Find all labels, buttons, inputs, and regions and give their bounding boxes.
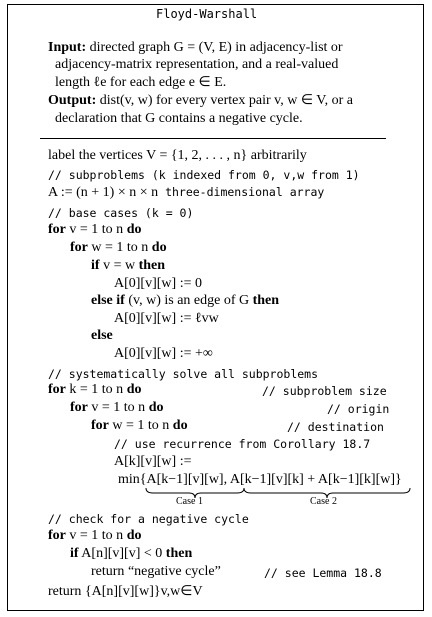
comment-subproblem-size: // subproblem size: [262, 384, 387, 398]
loop-range: w = 1 to n: [87, 240, 152, 255]
code-line-for-v-check: [48, 528, 141, 544]
case-1-label: Case 1: [176, 496, 203, 507]
kw-do: do: [172, 418, 188, 433]
code-line-recurrence-min: [118, 472, 402, 488]
kw-if: if: [70, 546, 79, 561]
min-close: }: [395, 472, 402, 487]
kw-for: for: [48, 382, 66, 397]
output-line-1: [48, 93, 353, 109]
kw-then: then: [165, 546, 193, 561]
code-line-label-vertices: label the vertices V = {1, 2, . . . , n} arbitrarily: [48, 148, 307, 163]
return-value: {A[n][v][w]}v,w∈V: [81, 584, 203, 599]
separator-rule: [40, 138, 386, 139]
comment-systematically: // systematically solve all subproblems: [48, 367, 319, 381]
code-line-recurrence-lhs: A[k][v][w] :=: [114, 454, 192, 469]
comment-origin: // origin: [327, 402, 390, 416]
code-line-assign-length: A[0][v][w] := ℓvw: [114, 311, 219, 326]
kw-then: then: [138, 258, 166, 273]
loop-range: v = 1 to n: [65, 222, 127, 237]
kw-if: if: [91, 258, 100, 273]
code-line-assign-zero: A[0][v][w] := 0: [114, 276, 202, 291]
comment-negative-cycle: // check for a negative cycle: [48, 512, 249, 526]
kw-do: do: [126, 222, 142, 237]
kw-for: for: [91, 418, 109, 433]
case-2-label: Case 2: [310, 496, 337, 507]
kw-do: do: [151, 240, 167, 255]
input-text-1: directed graph G = (V, E) in adjacency-list or: [89, 40, 343, 55]
min-open: min{: [118, 472, 147, 487]
array-def: A := (n + 1) × n × n: [48, 185, 159, 200]
loop-range: v = 1 to n: [87, 400, 149, 415]
code-line-else: else: [91, 328, 113, 343]
output-line-2: declaration that G contains a negative cycle.: [55, 111, 303, 126]
comment-destination: // destination: [287, 420, 384, 434]
code-line-for-v: [48, 222, 141, 238]
array-desc: three-dimensional array: [158, 185, 325, 199]
kw-return: return: [91, 564, 125, 579]
output-label: Output:: [48, 93, 97, 108]
code-line-return-negative: [91, 564, 221, 580]
code-line-for-v-inner: [70, 400, 163, 416]
kw-for: for: [70, 400, 88, 415]
comment-see-lemma: // see Lemma 18.8: [264, 566, 382, 580]
kw-do: do: [126, 528, 142, 543]
input-label: Input:: [48, 40, 87, 55]
comment-recurrence: // use recurrence from Corollary 18.7: [114, 437, 371, 451]
code-line-if-negative: [70, 546, 192, 562]
input-line-3: length ℓe for each edge e ∈ E.: [55, 75, 227, 90]
code-line-for-k: [48, 382, 141, 398]
kw-for: for: [48, 528, 66, 543]
kw-for: for: [48, 222, 66, 237]
kw-for: for: [70, 240, 88, 255]
kw-do: do: [126, 382, 142, 397]
condition: v = w: [99, 258, 139, 273]
input-line-2: adjacency-matrix representation, and a real-valued: [55, 57, 339, 72]
code-line-return-result: [48, 584, 203, 600]
condition: A[n][v][v] < 0: [78, 546, 166, 561]
kw-else-if: else if: [91, 293, 125, 308]
case-1-expr: A[k−1][v][w]: [146, 472, 224, 487]
kw-return: return: [48, 584, 82, 599]
kw-do: do: [148, 400, 164, 415]
code-line-assign-inf: A[0][v][w] := +∞: [114, 346, 213, 361]
code-line-for-w-inner: [91, 418, 188, 434]
algorithm-title: Floyd-Warshall: [156, 7, 258, 21]
comment-base-cases: // base cases (k = 0): [48, 206, 194, 220]
loop-range: v = 1 to n: [65, 528, 127, 543]
comment-subproblems: // subproblems (k indexed from 0, v,w from 1): [48, 168, 360, 182]
case-2-expr: A[k−1][v][k] + A[k−1][k][w]: [229, 472, 396, 487]
loop-range: k = 1 to n: [65, 382, 127, 397]
code-line-for-w: [70, 240, 167, 256]
kw-then: then: [252, 293, 280, 308]
loop-range: w = 1 to n: [108, 418, 173, 433]
output-text-1: dist(v, w) for every vertex pair v, w ∈ V, or a: [99, 93, 353, 108]
code-line-if: [91, 258, 165, 274]
input-line-1: [48, 40, 343, 56]
condition: (v, w) is an edge of G: [124, 293, 253, 308]
return-value: “negative cycle”: [124, 564, 221, 579]
code-line-array: [48, 184, 324, 201]
comma: ,: [223, 472, 230, 487]
code-line-else-if: [91, 293, 279, 309]
